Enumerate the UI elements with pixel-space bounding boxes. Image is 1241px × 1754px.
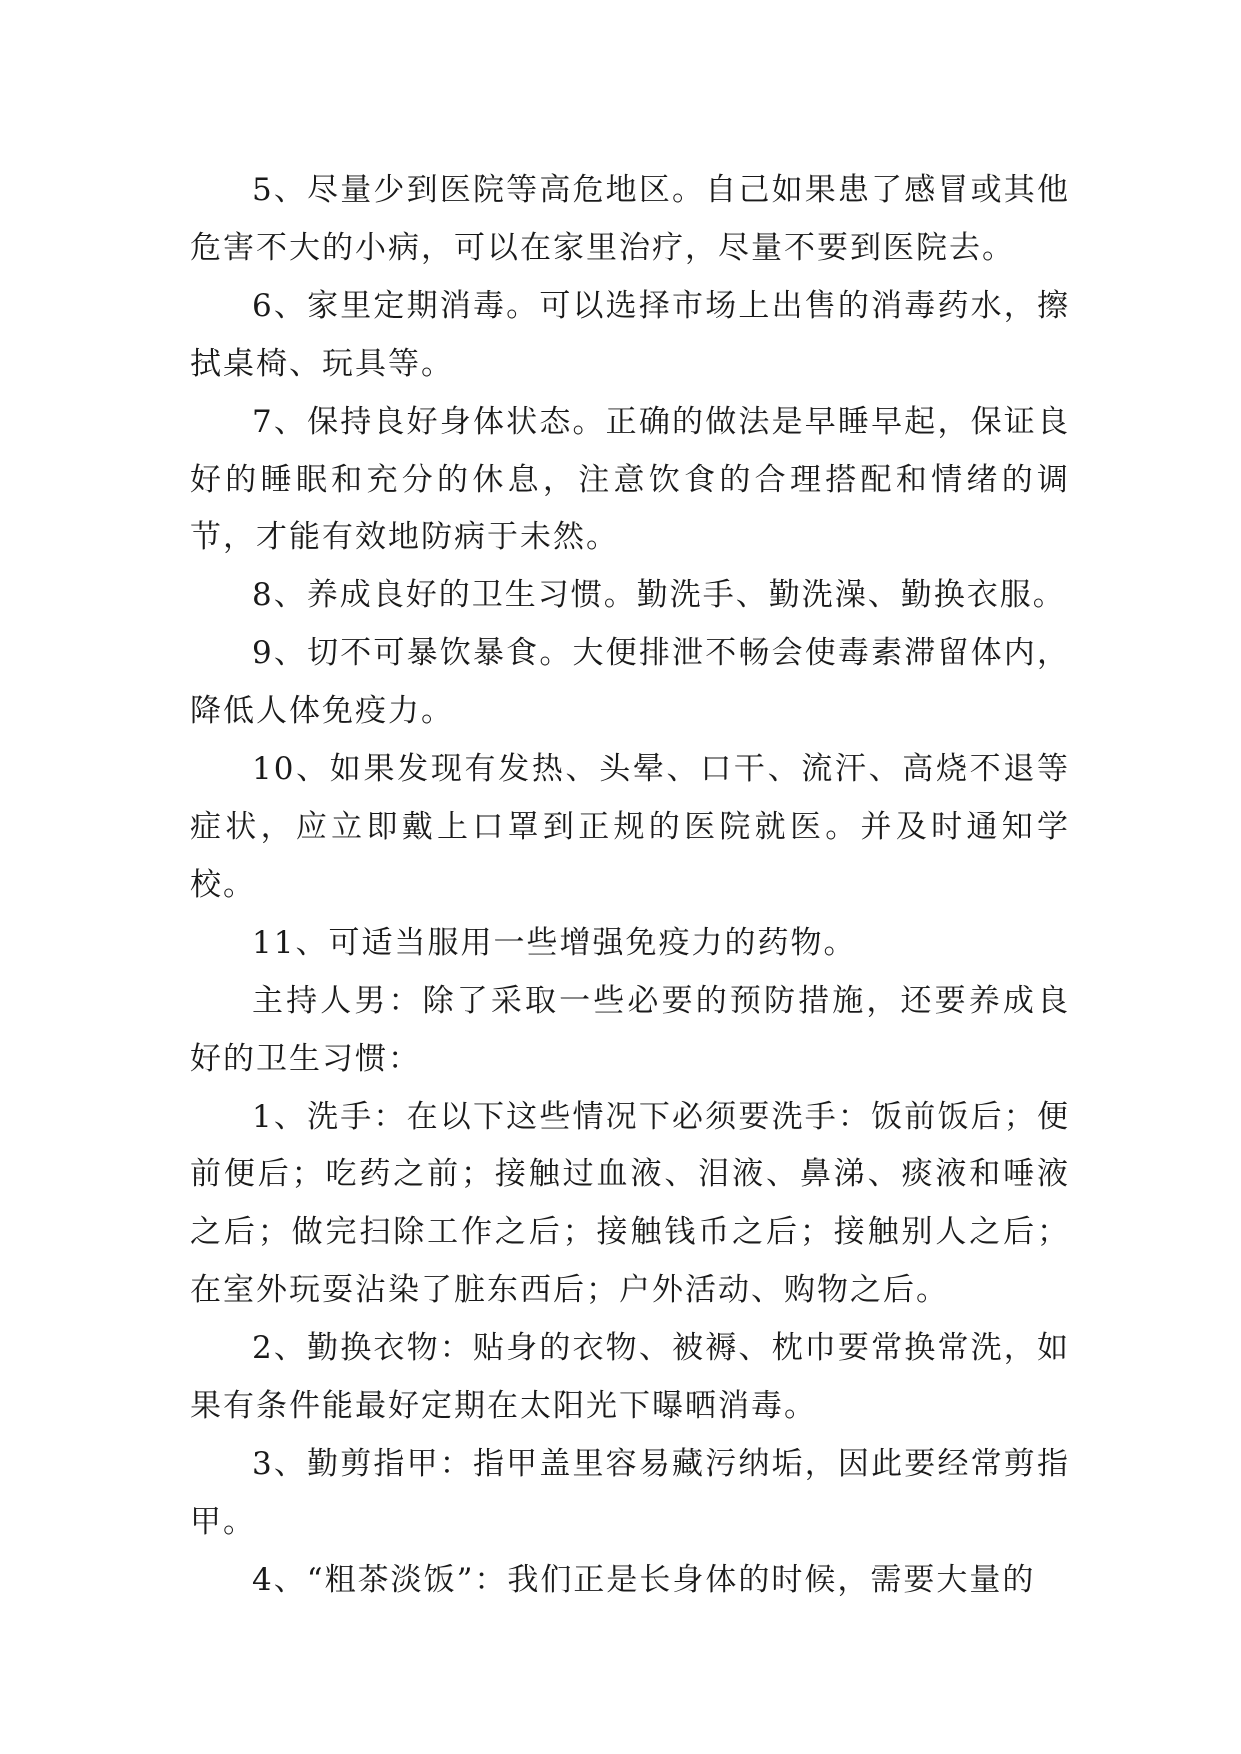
paragraph-item-9: 9、切不可暴饮暴食。大便排泄不畅会使毒素滞留体内，降低人体免疫力。 bbox=[190, 635, 1070, 730]
paragraph-host-remark: 主持人男：除了采取一些必要的预防措施，还要养成良好的卫生习惯： bbox=[190, 982, 1070, 1077]
paragraph-item-5: 5、尽量少到医院等高危地区。自己如果患了感冒或其他危害不大的小病，可以在家里治疗，尽量不要到医院去。 bbox=[190, 172, 1070, 266]
paragraph-item-6: 6、家里定期消毒。可以选择市场上出售的消毒药水，擦拭桌椅、玩具等。 bbox=[190, 287, 1070, 382]
paragraph-habit-1: 1、洗手：在以下这些情况下必须要洗手：饭前饭后；便前便后；吃药之前；接触过血液、泪液、鼻涕、痰液和唾液之后；做完扫除工作之后；接触钱币之后；接触别人之后；在室外玩耍沾染了脏东西后；户外活动、购物之后。 bbox=[190, 1098, 1070, 1309]
paragraph-item-7: 7、保持良好身体状态。正确的做法是早睡早起，保证良好的睡眠和充分的休息，注意饮食的合理搭配和情绪的调节，才能有效地防病于未然。 bbox=[190, 403, 1070, 556]
paragraph-item-10: 10、如果发现有发热、头晕、口干、流汗、高烧不退等症状，应立即戴上口罩到正规的医院就医。并及时通知学校。 bbox=[190, 751, 1070, 903]
paragraph-item-11: 11、可适当服用一些增强免疫力的药物。 bbox=[252, 924, 857, 961]
document-body bbox=[190, 162, 1070, 1610]
paragraph-item-8: 8、养成良好的卫生习惯。勤洗手、勤洗澡、勤换衣服。 bbox=[252, 577, 1066, 614]
paragraph-habit-2: 2、勤换衣物：贴身的衣物、被褥、枕巾要常换常洗，如果有条件能最好定期在太阳光下曝晒消毒。 bbox=[190, 1330, 1070, 1425]
paragraph-habit-4: 4、“粗茶淡饭”：我们正是长身体的时候，需要大量的 bbox=[252, 1561, 1036, 1598]
paragraph-habit-3: 3、勤剪指甲：指甲盖里容易藏污纳垢，因此要经常剪指甲。 bbox=[190, 1445, 1070, 1540]
